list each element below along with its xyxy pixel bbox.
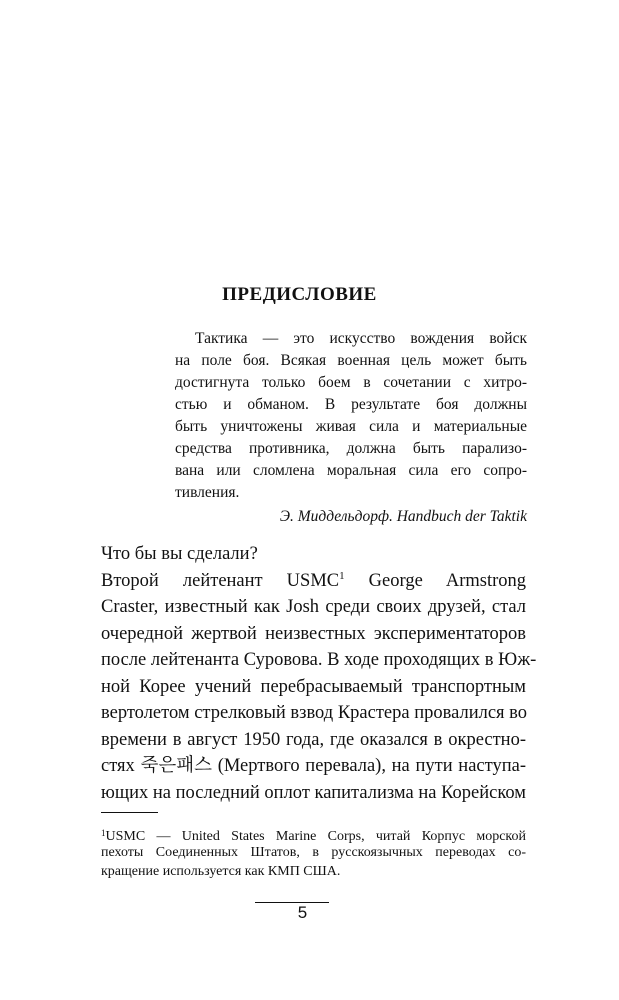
footnote-line (101, 824, 526, 843)
body-line: времени в август 1950 года, где оказался в окрестно- (101, 729, 526, 750)
footnote-divider (101, 812, 158, 813)
body-line: очередной жертвой неизвестных экспериментаторов (101, 623, 526, 644)
body-line: ной Корее учений перебрасываемый транспортным (101, 676, 526, 697)
body-line: Что бы вы сделали? (101, 544, 258, 564)
epigraph-line: достигнута только боем в сочетании с хитро- (175, 374, 527, 391)
page-number-text: 5 (297, 903, 308, 922)
epigraph-line: быть уничтожены живая сила и материальные (175, 418, 527, 435)
epigraph-line: на поле боя. Всякая военная цель может быть (175, 352, 527, 369)
heading-text: ПРЕДИСЛОВИЕ (222, 284, 377, 305)
epigraph-line: средства противника, должна быть парализо- (175, 440, 527, 457)
page-number (0, 903, 619, 923)
footnote (101, 824, 526, 881)
epigraph-source: Э. Миддельдорф. Handbuch der Taktik (279, 508, 527, 525)
body-line: ющих на последний оплот капитализма на Корейском (101, 782, 526, 803)
body-line-text: Второй лейтенант USMC (101, 570, 340, 591)
body-line-text: George Armstrong (344, 570, 526, 591)
epigraph-line: тивления. (175, 484, 240, 501)
epigraph-line: Тактика — это искусство вождения войск (195, 330, 527, 347)
footnote-line: кращение используется как КМП США. (101, 864, 341, 879)
body-line: Craster, известный как Josh среди своих друзей, стал (101, 597, 526, 617)
footnote-text: USMC — United States Marine Corps, читай Корпус морской (105, 829, 526, 844)
epigraph (175, 328, 527, 528)
body-line (101, 568, 526, 595)
footnote-reference: 1 (339, 569, 345, 582)
footnote-marker: 1 (101, 828, 106, 838)
footnote-line: пехоты Соединенных Штатов, в русскоязычных переводах со- (101, 845, 526, 860)
epigraph-line: вана или сломлена моральная сила его сопро- (175, 462, 527, 479)
page-title (0, 284, 619, 306)
body-line: после лейтенанта Суровова. В ходе проходящих в Юж- (101, 650, 537, 670)
body-text (101, 541, 537, 806)
epigraph-line: стью и обманом. В результате боя должны (175, 396, 527, 413)
body-line: вертолетом стрелковый взвод Крастера провалился во (101, 703, 528, 723)
body-line: стях 죽은패스 (Мертвого перевала), на пути наступа- (101, 756, 526, 776)
